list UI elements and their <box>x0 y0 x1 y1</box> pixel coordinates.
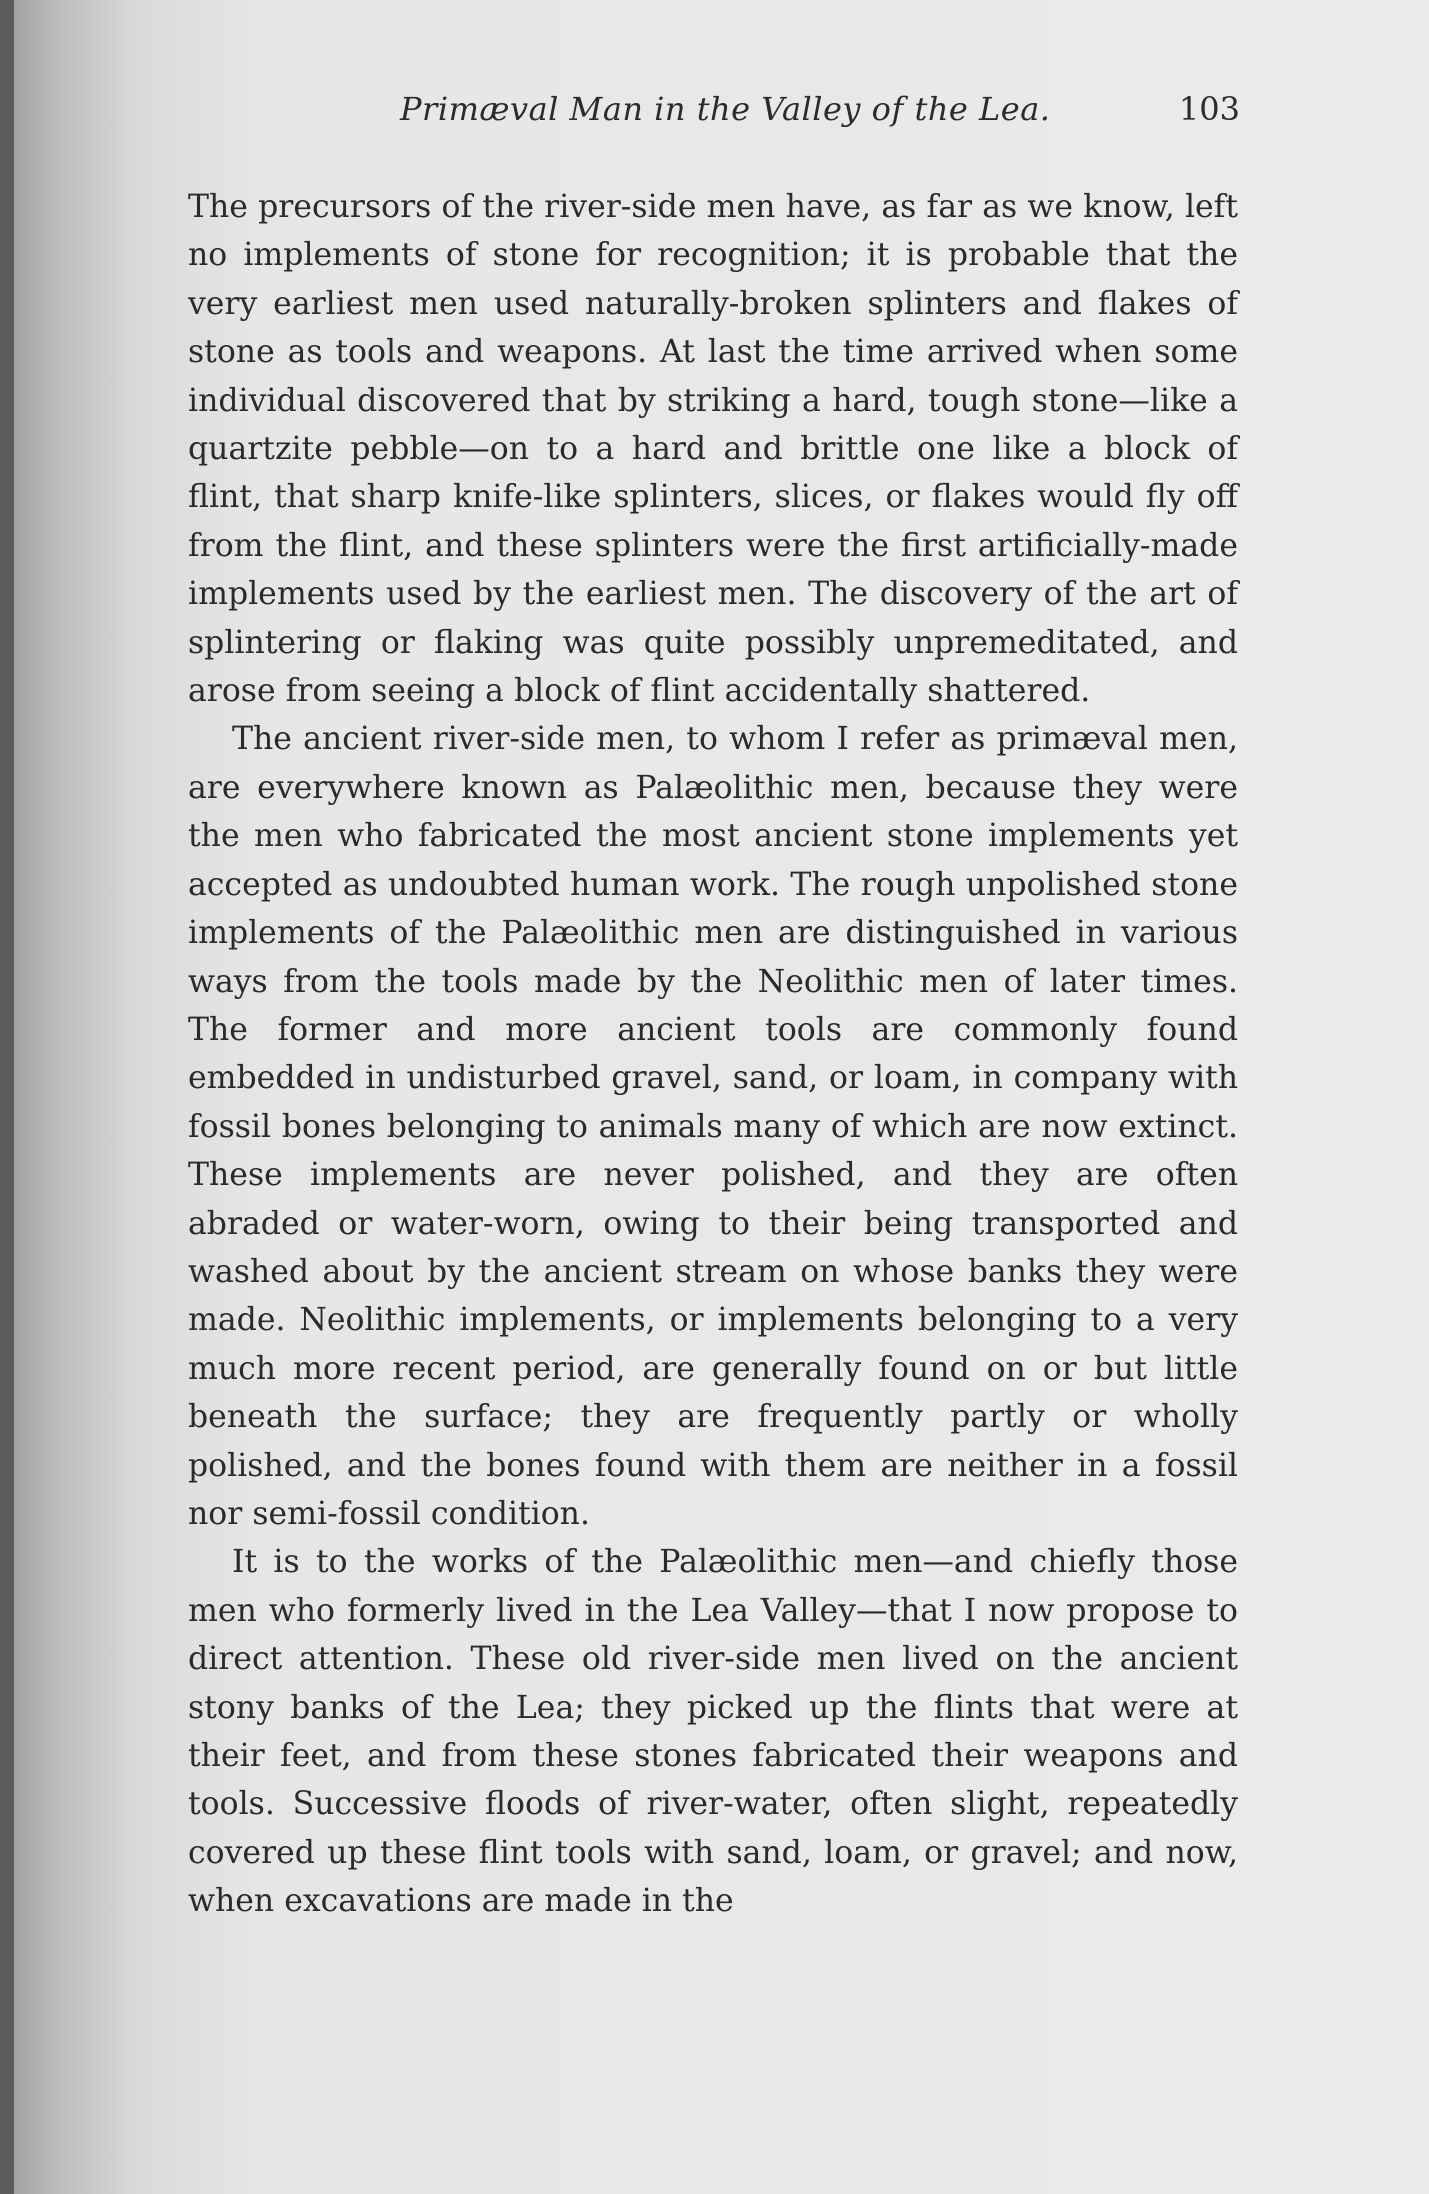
paragraph: The ancient river-side men, to whom I refer as primæval men, are everywhere known as Palæolithic men, because they were the men who fabricated the most ancient stone implements yet accepted as undoubted human work. The rough unpolished stone implements of the Palæolithic men are distinguished in various ways from the tools made by the Neolithic men of later times. The former and more ancient tools are commonly found embedded in undisturbed gravel, sand, or loam, in company with fossil bones belonging to animals many of which are now extinct. These implements are never polished, and they are often abraded or water-worn, owing to their being transported and washed about by the ancient stream on whose banks they were made. Neolithic implements, or implements belonging to a very much more recent period, are generally found on or but little beneath the surface; they are frequently partly or wholly polished, and the bones found with them are neither in a fossil nor semi-fossil condition. <box>188 721 1238 1532</box>
paragraph: It is to the works of the Palæolithic men—and chiefly those men who formerly lived in the Lea Valley—that I now propose to direct attention. These old river-side men lived on the ancient stony banks of the Lea; they picked up the flints that were at their feet, and from these stones fabricated their weapons and tools. Successive floods of river-water, often slight, repeatedly covered up these flint tools with sand, loam, or gravel; and now, when excavations are made in the <box>188 1544 1238 1920</box>
body-text <box>188 183 1238 1926</box>
running-head <box>190 90 1240 140</box>
paragraph: The precursors of the river-side men have, as far as we know, left no implements of stone for recognition; it is probable that the very earliest men used naturally-broken splinters and flakes of stone as tools and weapons. At last the time arrived when some individual discovered that by striking a hard, tough stone—like a quartzite pebble—on to a hard and brittle one like a block of flint, that sharp knife-like splinters, slices, or flakes would fly off from the flint, and these splinters were the first artificially-made implements used by the earliest men. The discovery of the art of splintering or flaking was quite possibly unpremeditated, and arose from seeing a block of flint accidentally shattered. <box>188 189 1238 710</box>
page-number: 103 <box>1178 90 1240 128</box>
running-title: Primæval Man in the Valley of the Lea. <box>400 90 1051 128</box>
page-gutter-shadow <box>0 0 14 2194</box>
